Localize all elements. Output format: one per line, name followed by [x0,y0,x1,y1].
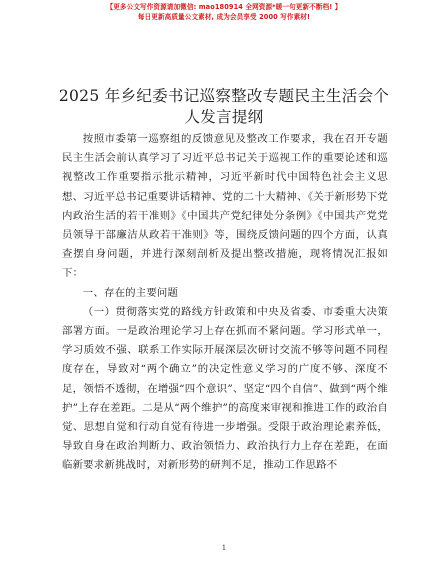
promo-line-2: 每日更新高质量公文素材, 成为会员享受 2000 写作素材! [137,13,311,21]
section-heading: 一、存在的主要问题 [82,286,179,299]
section-paragraph: （一）贯彻落实党的路线方针政策和中央及省委、市委重大决策部署方面。一是政治理论学习上存在抓而不紧问题。学习形式单一，学习质效不强、联系工作实际开展深层次研讨交流不够等问题不同程度存在，导致对“两个确立”的决定性意义学习的广度不够、深度不足，领悟不透彻，在增强“四个意识”、坚定“四个自信”、做到“两个维护”上存在差距。二是从“两个维护”的高度来审视和推进工作的政治自觉、思想自觉和行动自觉有待进一步增强。受限于政治理论素养低，导致自身在政治判断力、政治领悟力、政治执行力上存在差距，在面临新要求新挑战时，对新形势的研判不足，推动工作思路不 [62,305,388,472]
promo-line-1: 【更多公文写作资源请加微信: mao180914 全网资源*暖一句更新不断档! 】 [106,3,342,11]
title-line-1: 2025 年乡纪委书记巡察整改专题民主生活会个 [58,87,390,105]
page-number: 1 [221,544,227,552]
document-body [62,130,388,476]
title-line-2: 人发言提纲 [184,108,264,126]
document-title [40,86,408,128]
intro-paragraph: 按照市委第一巡察组的反馈意见及整改工作要求，我在召开专题民主生活会前认真学习了习近平总书记关于巡视工作的重要论述和巡视整改工作重要指示批示精神，习近平新时代中国特色社会主义思想、习近平总书记重要讲话精神、党的二十大精神、《关于新形势下党内政治生活的若干准则》《中国共产党纪律处分条例》《中国共产党党员领导干部廉洁从政若干准则》等，围绕反馈问题的四个方面，认真查摆自身问题，并进行深刻剖析及提出整改措施，现将情况汇报如下： [62,133,388,280]
promo-banner [0,2,448,22]
